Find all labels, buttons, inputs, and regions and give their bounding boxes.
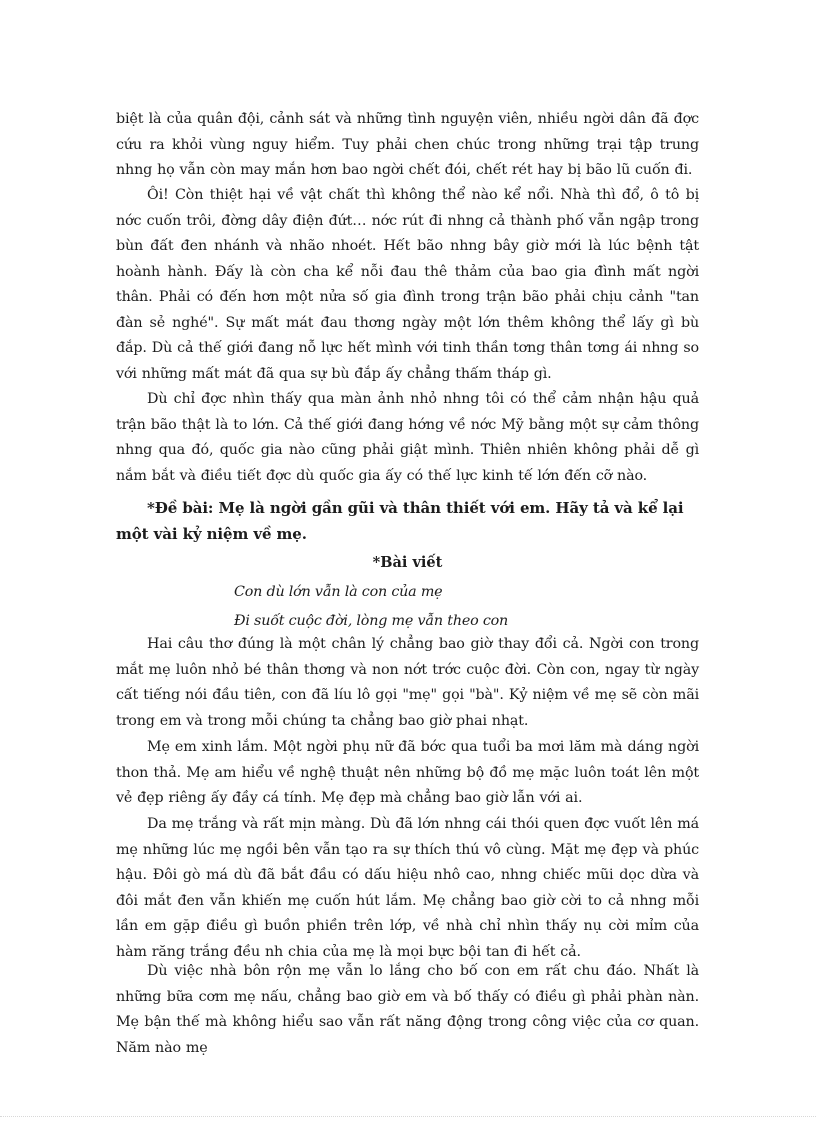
paragraph-appearance <box>116 735 699 812</box>
essay-heading-block <box>116 550 699 575</box>
paragraph-intro <box>116 632 699 734</box>
essay-heading: *Bài viết <box>372 554 443 571</box>
page-bottom-rule <box>0 1116 816 1117</box>
poem-line: Đi suốt cuộc đời, lòng mẹ vẫn theo con <box>234 613 509 629</box>
paragraph-text: Da mẹ trắng và rất mịn màng. Dù đã lớn nhng cái thói quen đợc vuốt lên má mẹ những lúc mẹ ngồi bên vẫn tạo ra sự thích thú vô cùng. Mặt mẹ đẹp và phúc hậu. Đôi gò má dù đã bắt đầu có dấu hiệu nhô cao, nhng chiếc mũi dọc dừa và đôi mắt đen vẫn khiến mẹ cuốn hút lắm. Mẹ chẳng bao giờ cời to cả nhng mỗi lần em gặp điều gì buồn phiền trên lớp, về nhà chỉ nhìn thấy nụ cời mỉm của hàm răng trắng đều nh chia của mẹ là mọi bực bội tan đi hết cả. <box>116 816 699 960</box>
paragraph-housework <box>116 959 699 1061</box>
paragraph-text: Mẹ em xinh lắm. Một ngời phụ nữ đã bớc qua tuổi ba mơi lăm mà dáng ngời thon thả. Mẹ am hiểu về nghệ thuật nên những bộ đồ mẹ mặc luôn toát lên một vẻ đẹp riêng ấy đầy cá tính. Mẹ đẹp mà chẳng bao giờ lẫn với ai. <box>116 739 699 806</box>
poem-quote <box>234 578 714 636</box>
poem-line: Con dù lớn vẫn là con của mẹ <box>234 584 443 600</box>
essay-prompt <box>116 496 699 547</box>
essay-prompt-text: *Đề bài: Mẹ là ngời gần gũi và thân thiết với em. Hãy tả và kể lại một vài kỷ niệm về mẹ. <box>116 499 684 543</box>
paragraph-text: Hai câu thơ đúng là một chân lý chẳng bao giờ thay đổi cả. Ngời con trong mắt mẹ luôn nhỏ bé thân thơng và non nớt trớc cuộc đời. Còn con, ngay từ ngày cất tiếng nói đầu tiên, con đã líu lô gọi "mẹ" gọi "bà". Kỷ niệm về mẹ sẽ còn mãi trong em và trong mỗi chúng ta chẳng bao giờ phai nhạt. <box>116 636 699 729</box>
paragraph-text: Dù việc nhà bôn rộn mẹ vẫn lo lắng cho bố con em rất chu đáo. Nhất là những bữa cơm mẹ nấu, chẳng bao giờ em và bố thấy có điều gì phải phàn nàn. Mẹ bận thế mà không hiểu sao vẫn rất năng động trong công việc của cơ quan. Năm nào mẹ <box>116 963 699 1056</box>
paragraph-text: Ôi! Còn thiệt hại về vật chất thì không thể nào kể nổi. Nhà thì đổ, ô tô bị nớc cuốn trôi, đờng dây điện đứt… nớc rút đi nhng cả thành phố vẫn ngập trong bùn đất đen nhánh và nhão nhoét. Hết bão nhng bây giờ mới là lúc bệnh tật hoành hành. Đấy là còn cha kể nỗi đau thê thảm của bao gia đình mất ngời thân. Phải có đến hơn một nửa số gia đình trong trận bão phải chịu cảnh "tan đàn sẻ nghé". Sự mất mát đau thơng ngày một lớn thêm không thể lấy gì bù đắp. Dù cả thế giới đang nỗ lực hết mình với tinh thần tơng thân tơng ái nhng so với những mất mát đã qua sự bù đắp ấy chẳng thấm tháp gì. <box>116 187 699 382</box>
paragraph-text: Dù chỉ đợc nhìn thấy qua màn ảnh nhỏ nhng tôi có thể cảm nhận hậu quả trận bão thật là to lớn. Cả thế giới đang hớng về nớc Mỹ bằng một sự cảm thông nhng qua đó, quốc gia nào cũng phải giật mình. Thiên nhiên không phải dễ gì nắm bắt và điều tiết đợc dù quốc gia ấy có thế lực kinh tế lớn đến cỡ nào. <box>116 391 699 484</box>
paragraph-text: biệt là của quân đội, cảnh sát và những tình nguyện viên, nhiều ngời dân đã đợc cứu ra khỏi vùng nguy hiểm. Tuy phải chen chúc trong những trại tập trung nhng họ vẫn còn may mắn hơn bao ngời chết đói, chết rét hay bị bão lũ cuốn đi. <box>116 111 699 178</box>
paragraph-damage <box>116 183 699 387</box>
paragraph-reflection <box>116 387 699 489</box>
paragraph-face <box>116 812 699 965</box>
paragraph-rescue <box>116 107 699 184</box>
